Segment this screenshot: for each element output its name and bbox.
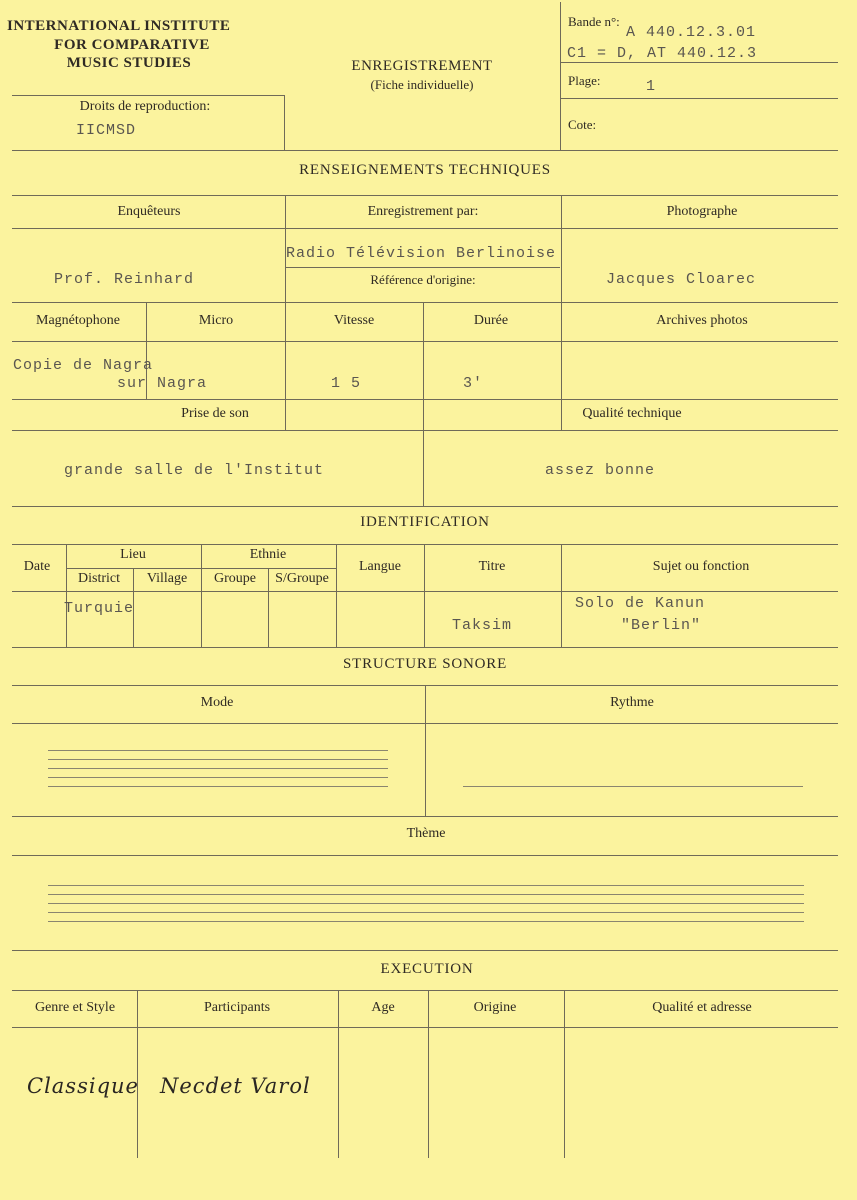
identification-section-title: IDENTIFICATION [360,514,490,530]
plage-value: 1 [646,78,657,95]
rights-value: IICMSD [76,122,137,139]
reference-label: Référence d'origine: [370,272,476,287]
sgroupe-label: S/Groupe [275,571,329,586]
vitesse-value: 1 5 [331,375,362,392]
execution-section-title: EXECUTION [380,961,474,977]
titre-value: Taksim [452,617,513,634]
sujet-value-1: Solo de Kanun [575,595,706,612]
structure-section-title: STRUCTURE SONORE [342,656,508,672]
photographe-label: Photographe [666,204,738,219]
langue-label: Langue [359,559,401,574]
qualite-value: assez bonne [545,462,656,479]
age-label: Age [371,1000,395,1015]
genre-value: Classique [27,1074,139,1098]
theme-label: Thème [406,826,446,841]
date-label: Date [23,559,51,574]
origine-label: Origine [473,1000,517,1015]
institute-line-3: MUSIC STUDIES [66,55,192,71]
enqueteurs-label: Enquêteurs [117,204,181,219]
lieu-label: Lieu [120,547,146,562]
duree-label: Durée [473,313,509,328]
prise-label: Prise de son [181,406,249,421]
village-label: Village [146,571,188,586]
enqueteurs-value: Prof. Reinhard [54,271,195,288]
form-subtitle: (Fiche individuelle) [370,77,474,92]
genre-label: Genre et Style [34,1000,116,1015]
cote-label: Cote: [568,117,597,132]
plage-label: Plage: [568,73,601,88]
institute-line-1: INTERNATIONAL INSTITUTE [7,18,231,34]
district-value: Turquie [64,600,135,617]
rights-label: Droits de reproduction: [79,99,211,114]
rythme-label: Rythme [610,695,654,710]
qualite-adresse-label: Qualité et adresse [652,1000,752,1015]
participants-label: Participants [203,1000,271,1015]
participants-value: Necdet Varol [160,1074,311,1098]
bande-value: A 440.12.3.01 [626,24,757,41]
district-label: District [78,571,120,586]
magnetophone-value-2: sur Nagra [117,375,208,392]
duree-value: 3' [463,375,484,392]
groupe-label: Groupe [214,571,256,586]
bande-value-2: C1 = D, AT 440.12.3 [567,45,758,62]
qualite-label: Qualité technique [582,406,682,421]
enregistrement-label: Enregistrement par: [367,204,479,219]
enregistrement-value: Radio Télévision Berlinoise [286,245,557,262]
mode-label: Mode [200,695,234,710]
micro-label: Micro [198,313,234,328]
archives-label: Archives photos [656,313,748,328]
institute-line-2: FOR COMPARATIVE [54,37,210,53]
photographe-value: Jacques Cloarec [606,271,757,288]
magnetophone-label: Magnétophone [36,313,120,328]
sujet-label: Sujet ou fonction [652,559,750,574]
technique-section-title: RENSEIGNEMENTS TECHNIQUES [299,162,551,178]
titre-label: Titre [478,559,506,574]
magnetophone-value-1: Copie de Nagra [13,357,154,374]
ethnie-label: Ethnie [249,547,287,562]
prise-value: grande salle de l'Institut [64,462,325,479]
form-title: ENREGISTREMENT [351,58,493,74]
bande-label: Bande n°: [568,14,620,29]
sujet-value-2: "Berlin" [621,617,702,634]
vitesse-label: Vitesse [333,313,375,328]
